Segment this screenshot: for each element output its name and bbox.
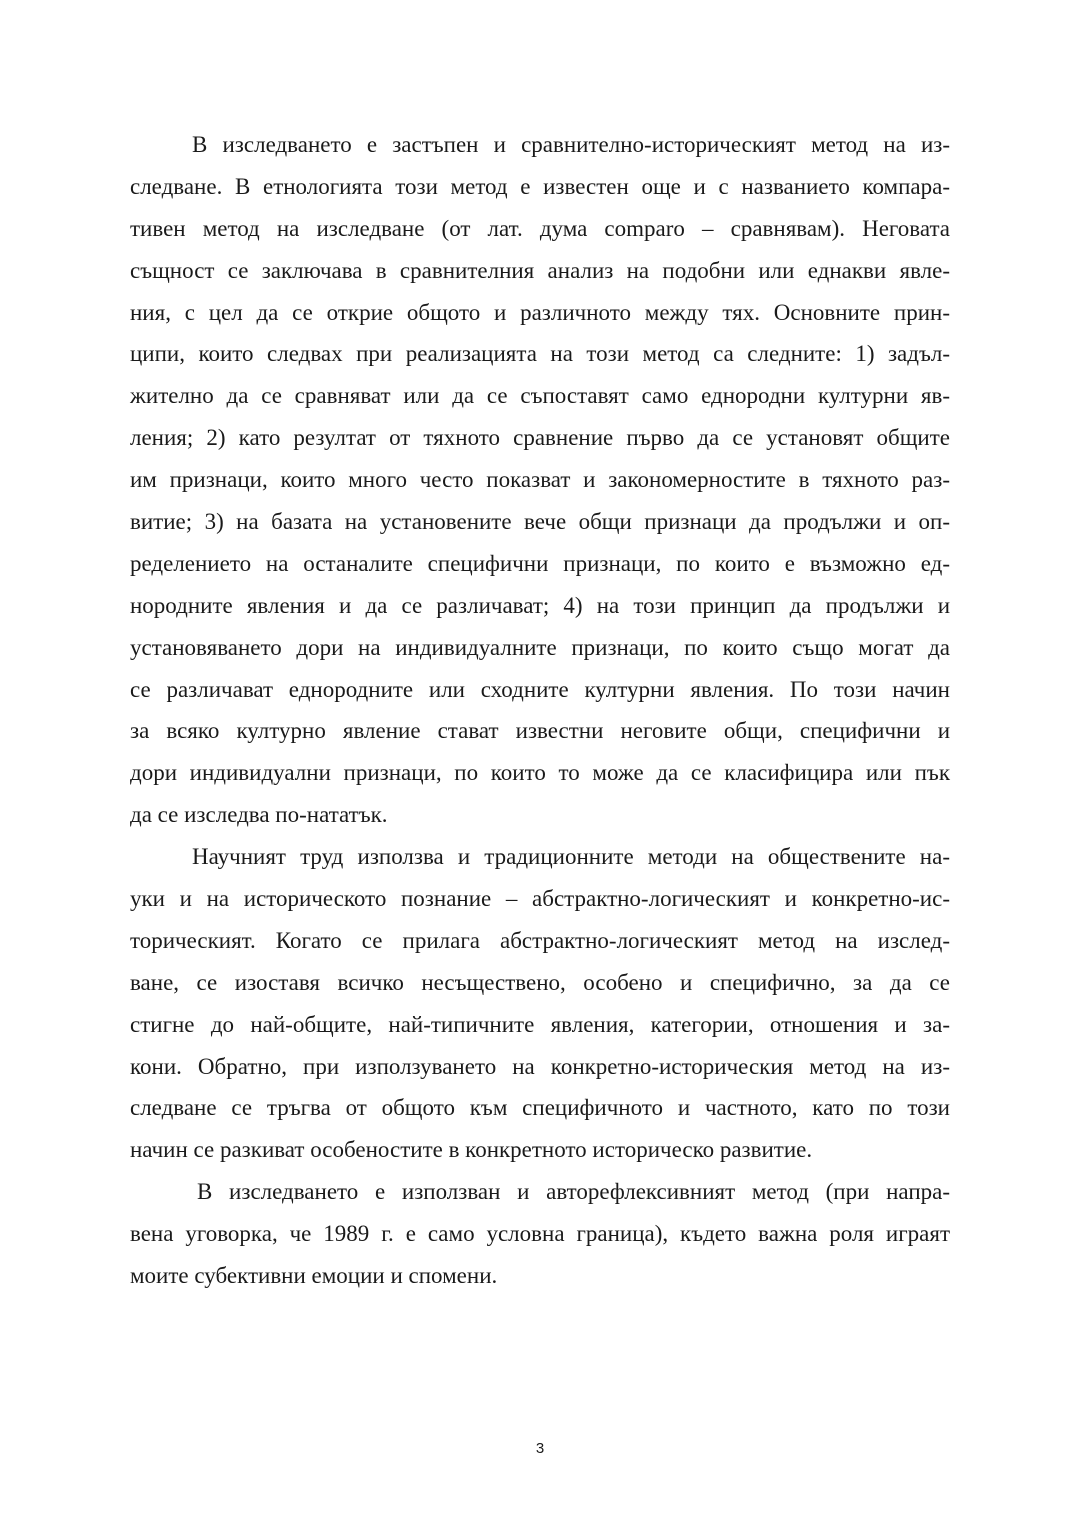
text-line: торическият. Когато се прилага абстрактно-логическият метод на изслед- <box>130 927 950 953</box>
text-line: В изследването е застъпен и сравнително-историческият метод на из- <box>192 132 950 157</box>
text-line: ципи, които следвах при реализацията на този метод са следните: 1) задъл- <box>130 341 950 367</box>
text-line: да се изследва по-нататък. <box>130 802 388 828</box>
paragraph-comparative-method <box>130 124 950 836</box>
text-line: витие; 3) на базата на установените вече общи признаци да продължи и оп- <box>130 509 950 535</box>
text-line: се различават еднородните или сходните културни явления. По този начин <box>130 676 950 702</box>
text-line: вена уговорка, че 1989 г. е само условна граница), където важна роля играят <box>130 1221 950 1247</box>
text-line: установяването дори на индивидуалните признаци, по които също могат да <box>130 634 950 660</box>
text-line: ределението на останалите специфични признаци, по които е възможно ед- <box>130 550 950 576</box>
text-line: нородните явления и да се различават; 4) на този принцип да продължи и <box>130 592 950 618</box>
text-line: същност се заключава в сравнителния анализ на подобни или еднакви явле- <box>130 257 950 283</box>
paragraph-autoreflexive-method <box>130 1171 950 1297</box>
text-line: следване се тръгва от общото към специфичното и частното, като по този <box>130 1095 950 1121</box>
text-line: кони. Обратно, при използуването на конкретно-историческия метод на из- <box>130 1053 950 1079</box>
paragraph-traditional-methods <box>130 836 950 1171</box>
text-line: за всяко културно явление стават известни неговите общи, специфични и <box>130 718 950 744</box>
text-line: уки и на историческото познание – абстрактно-логическият и конкретно-ис- <box>130 886 950 912</box>
text-line: ване, се изоставя всичко несъществено, особено и специфично, за да се <box>130 969 950 995</box>
page-number: 3 <box>535 1440 545 1457</box>
body-text <box>130 124 950 1297</box>
text-line: моите субективни емоции и спомени. <box>130 1263 498 1289</box>
text-line: тивен метод на изследване (от лат. дума comparo – сравнявам). Неговата <box>130 215 950 241</box>
text-line: им признаци, които много често показват и закономерностите в тяхното раз- <box>130 467 950 493</box>
text-line: Научният труд използва и традиционните методи на обществените на- <box>192 844 950 870</box>
text-line: начин се разкиват особеностите в конкретното историческо развитие. <box>130 1137 813 1163</box>
text-line: ления; 2) като резултат от тяхното сравнение първо да се установят общите <box>130 425 950 451</box>
text-line: В изследването е използван и авторефлексивният метод (при напра- <box>197 1179 950 1205</box>
text-line: следване. В етнологията този метод е известен още и с названието компара- <box>130 173 950 199</box>
text-line: стигне до най-общите, най-типичните явления, категории, отношения и за- <box>130 1011 950 1037</box>
text-line: жително да се сравняват или да се съпоставят само еднородни културни яв- <box>130 383 950 409</box>
text-line: дори индивидуални признаци, по които то може да се класифицира или пък <box>130 760 950 786</box>
text-line: ния, с цел да се открие общото и различното между тях. Основните прин- <box>130 299 950 325</box>
